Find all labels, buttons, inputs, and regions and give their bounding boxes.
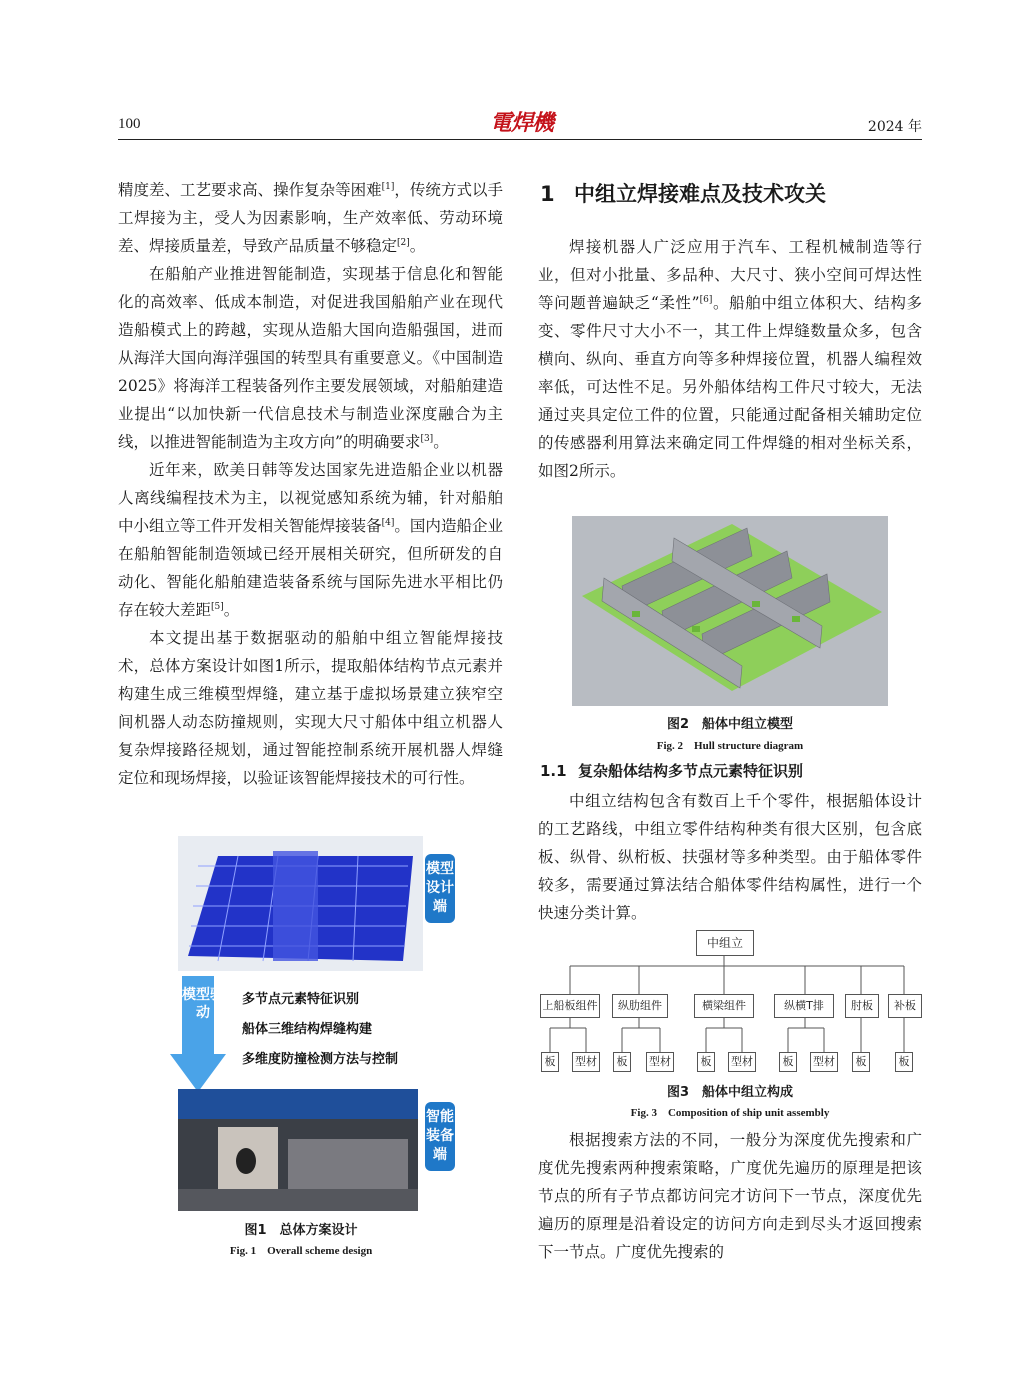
tree-root: 中组立 bbox=[696, 930, 754, 956]
fig2-caption-cn: 图2 船体中组立模型 bbox=[666, 717, 794, 732]
right-bottom-body bbox=[538, 1126, 922, 1266]
tree-leaf: 型材 bbox=[646, 1052, 674, 1072]
figure-2-hull-model bbox=[572, 516, 888, 706]
tree-leaf: 板 bbox=[895, 1052, 913, 1072]
tree-group-5: 肘板 bbox=[845, 994, 879, 1018]
left-paragraph-4: 本文提出基于数据驱动的船舶中组立智能焊接技术，总体方案设计如图1所示，提取船体结构节点元素并构建生成三维模型焊缝，建立基于虚拟场景建立狭窄空间机器人动态防撞规则，实现大尺寸船体中组立机器人复杂焊接路径规划，通过智能控制系统开展机器人焊缝定位和现场焊接，以验证该智能焊接技术的可行性。 bbox=[118, 629, 503, 787]
left-paragraph-3: 近年来，欧美日韩等发达国家先进造船企业以机器人离线编程技术为主，以视觉感知系统为辅，针对船舶中小组立等工件开发相关智能焊接装备[4]。国内造船企业在船舶智能制造领域已经开展相关研究，但所研发的自动化、智能化船舶建造装备系统与国际先进水平相比仍存在较大差距[5]。 bbox=[118, 461, 503, 619]
tree-leaf: 板 bbox=[779, 1052, 797, 1072]
fig1-caption-en: Fig. 1 Overall scheme design bbox=[229, 1245, 373, 1257]
label-model-design: 模型设计端 bbox=[425, 854, 455, 923]
tree-group-4: 纵横T排 bbox=[774, 994, 834, 1018]
left-column bbox=[118, 176, 503, 792]
section-1-heading bbox=[540, 178, 826, 208]
step-1: 多节点元素特征识别 bbox=[242, 992, 360, 1007]
tree-group-1: 上船板组件 bbox=[540, 994, 600, 1018]
step-2: 船体三维结构焊缝构建 bbox=[242, 1022, 373, 1037]
section-1-number: 1 bbox=[540, 182, 555, 206]
section-1-1-title: 复杂船体结构多节点元素特征识别 bbox=[578, 762, 804, 780]
tree-leaf: 型材 bbox=[728, 1052, 756, 1072]
tree-leaf: 型材 bbox=[572, 1052, 600, 1072]
tree-leaf: 板 bbox=[697, 1052, 715, 1072]
step-3: 多维度防撞检测方法与控制 bbox=[242, 1052, 399, 1067]
fig3-caption-en: Fig. 3 Composition of ship unit assembly bbox=[630, 1107, 830, 1119]
left-paragraph-1: 精度差、工艺要求高、操作复杂等困难[1]，传统方式以手工焊接为主，受人为因素影响，生产效率低、劳动环境差、焊接质量差，导致产品质量不够稳定[2]。 bbox=[118, 181, 503, 255]
tree-leaf: 型材 bbox=[810, 1052, 838, 1072]
section-1-title: 中组立焊接难点及技术攻关 bbox=[574, 182, 826, 206]
section-1-1-body bbox=[538, 787, 922, 927]
equipment-photo bbox=[178, 1089, 418, 1211]
page-header bbox=[118, 112, 922, 140]
tree-leaf: 板 bbox=[852, 1052, 870, 1072]
journal-year: 2024 年 bbox=[867, 119, 922, 135]
tree-leaf: 板 bbox=[541, 1052, 559, 1072]
left-paragraph-2: 在船舶产业推进智能制造，实现基于信息化和智能化的高效率、低成本制造，对促进我国船舶产业在现代造船模式上的跨越，实现从造船大国向造船强国，进而从海洋大国向海洋强国的转型具有重要意义。《中国制造2025》将海洋工程装备列作主要发展领域，对船舶建造业提出“以加快新一代信息技术与制造业深度融合为主线，以推进智能制造为主攻方向”的明确要求[3]。 bbox=[118, 265, 503, 451]
journal-logo: 電焊機 bbox=[490, 111, 554, 136]
tree-group-6: 补板 bbox=[888, 994, 922, 1018]
section-1-body bbox=[538, 233, 922, 485]
fig1-caption-cn: 图1 总体方案设计 bbox=[244, 1223, 358, 1238]
section-1-1-number: 1.1 bbox=[540, 762, 567, 780]
section-1-1-heading bbox=[540, 760, 803, 781]
model-design-image bbox=[178, 836, 423, 971]
tree-group-3: 横梁组件 bbox=[694, 994, 754, 1018]
page-number: 100 bbox=[118, 116, 141, 132]
label-model-drive: 模型驱动 bbox=[182, 987, 224, 1021]
section-1-1-paragraph: 中组立结构包含有数百上千个零件，根据船体设计的工艺路线，中组立零件结构种类有很大区别，包含底板、纵骨、纵桁板、扶强材等多种类型。由于船体零件较多，需要通过算法结合船体零件结构属性，进行一个快速分类计算。 bbox=[538, 792, 922, 922]
figure-3-tree bbox=[540, 928, 922, 1076]
section-1-paragraph: 焊接机器人广泛应用于汽车、工程机械制造等行业，但对小批量、多品种、大尺寸、狭小空间可焊达性等问题普遍缺乏“柔性”[6]。船舶中组立体积大、结构多变、零件尺寸大小不一，其工件上焊缝数量众多，包含横向、纵向、垂直方向等多种焊接位置，机器人编程效率低，可达性不足。另外船体结构工件尺寸较大，无法通过夹具定位工件的位置，只能通过配备相关辅助定位的传感器利用算法来确定同工件焊缝的相对坐标关系，如图2所示。 bbox=[538, 238, 922, 480]
tree-group-2: 纵肋组件 bbox=[612, 994, 668, 1018]
right-bottom-paragraph: 根据搜索方法的不同，一般分为深度优先搜索和广度优先搜索两种搜索策略，广度优先遍历的原理是把该节点的所有子节点都访问完才访问下一节点，深度优先遍历的原理是沿着设定的访问方向走到尽头才返回搜索下一节点。广度优先搜索的 bbox=[538, 1131, 922, 1261]
figure-1 bbox=[176, 836, 454, 1214]
tree-leaf: 板 bbox=[613, 1052, 631, 1072]
label-smart-equipment: 智能装备端 bbox=[425, 1102, 455, 1171]
fig3-caption-cn: 图3 船体中组立构成 bbox=[666, 1085, 794, 1100]
fig2-caption-en: Fig. 2 Hull structure diagram bbox=[656, 740, 804, 752]
